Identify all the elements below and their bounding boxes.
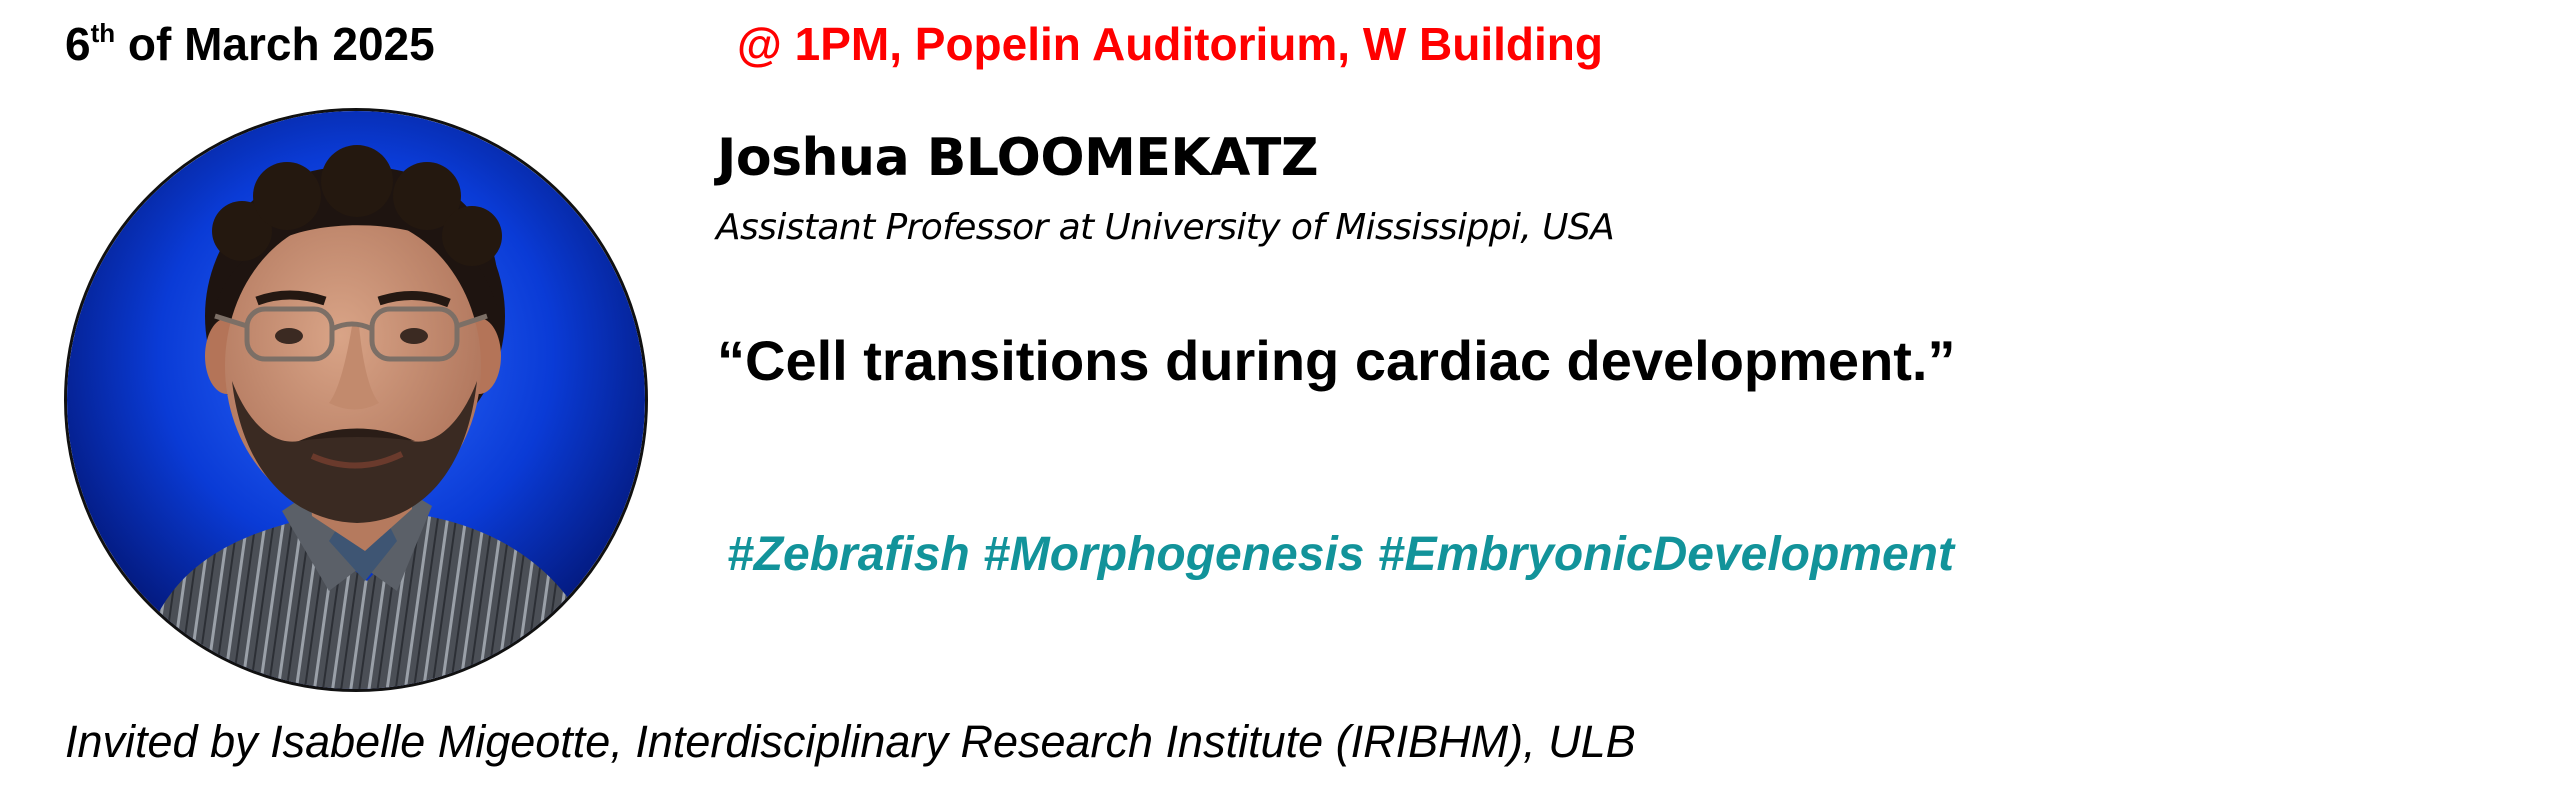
invited-by: Invited by Isabelle Migeotte, Interdisciplinary Research Institute (IRIBHM), ULB bbox=[65, 716, 1636, 767]
speaker-photo bbox=[64, 108, 648, 692]
date-month-year: of March 2025 bbox=[115, 18, 435, 70]
date-day: 6 bbox=[65, 18, 91, 70]
event-date bbox=[65, 14, 435, 74]
speaker-affiliation: Assistant Professor at University of Mississippi, USA bbox=[716, 207, 1615, 248]
talk-hashtags: #Zebrafish #Morphogenesis #EmbryonicDevelopment bbox=[727, 528, 1954, 581]
date-suffix: th bbox=[90, 18, 116, 48]
event-venue: @ 1PM, Popelin Auditorium, W Building bbox=[737, 18, 1603, 70]
talk-title: “Cell transitions during cardiac development.” bbox=[717, 329, 1956, 392]
speaker-name: Joshua BLOOMEKATZ bbox=[717, 128, 1319, 188]
